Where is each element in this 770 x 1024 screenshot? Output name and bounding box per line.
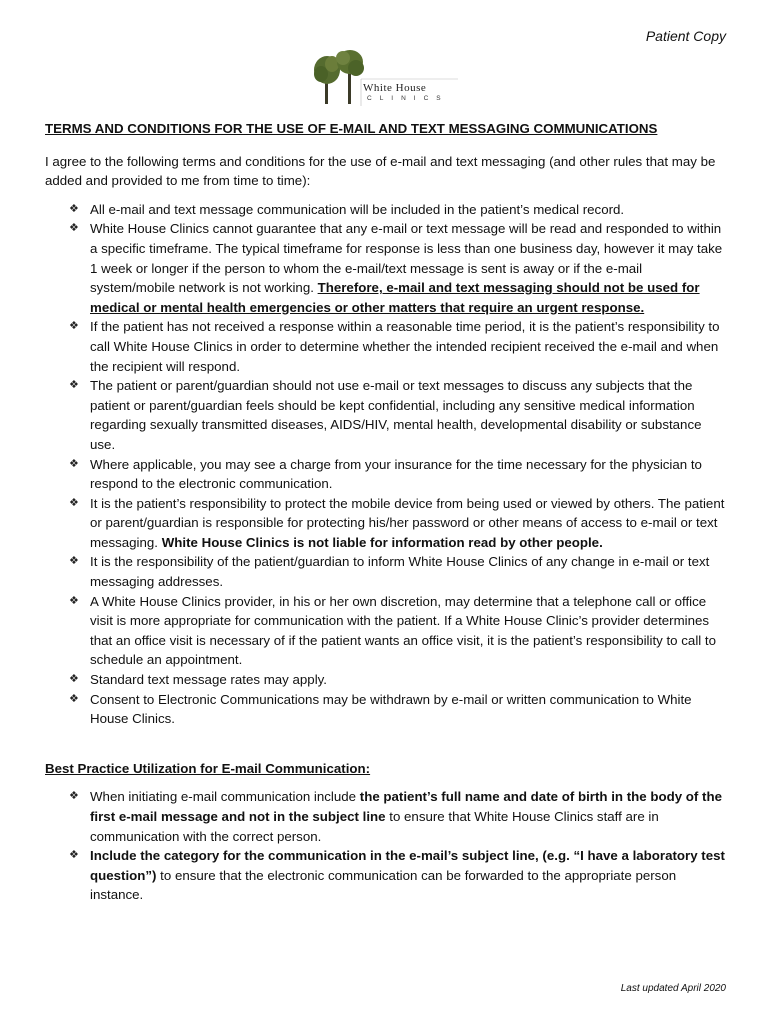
white-house-clinics-logo xyxy=(312,48,458,106)
list-item xyxy=(69,670,730,690)
item-bold: the patient’s full name and date of birth in the body of the first e-mail message and not in the subject line xyxy=(90,789,722,824)
term-text: A White House Clinics provider, in his or her own discretion, may determine that a telephone call or office visit is more appropriate for communication with the patient. If a White House Clinic’s provider determines that an office visit is necessary of if the patient wants an office visit, it is the patient’s responsibility to call to schedule an appointment. xyxy=(90,593,717,668)
term-text: It is the patient’s responsibility to protect the mobile device from being used or viewed by others. The patient or parent/guardian is responsible for protecting his/her password or other means of access to e-mail or text messaging. xyxy=(90,495,725,550)
diamond-bullet-icon: ❖ xyxy=(69,320,79,333)
document-body xyxy=(45,119,730,905)
term-text: The patient or parent/guardian should not use e-mail or text messages to discuss any subjects that the patient or parent/guardian feels should be kept confidential, including any sensitive medical information regarding sexually transmitted diseases, AIDS/HIV, mental health, developmental disability or substance use. xyxy=(90,378,702,452)
diamond-bullet-icon: ❖ xyxy=(69,673,79,686)
list-item xyxy=(69,219,730,317)
list-item xyxy=(69,552,730,591)
diamond-bullet-icon: ❖ xyxy=(69,379,79,392)
list-item xyxy=(69,592,730,670)
list-item xyxy=(69,787,730,846)
diamond-bullet-icon: ❖ xyxy=(69,692,79,705)
list-item xyxy=(69,846,730,905)
term-text: It is the responsibility of the patient/guardian to inform White House Clinics of any change in e-mail or text messaging addresses. xyxy=(90,554,710,590)
term-text: If the patient has not received a response within a reasonable time period, it is the patient’s responsibility to call White House Clinics in order to determine whether the intended recipient received the e-mail and when the recipient will respond. xyxy=(90,319,720,374)
diamond-bullet-icon: ❖ xyxy=(69,496,79,509)
list-item xyxy=(69,200,730,220)
diamond-bullet-icon: ❖ xyxy=(69,849,79,862)
terms-list xyxy=(45,200,730,729)
patient-copy-label: Patient Copy xyxy=(645,28,726,44)
item-text: When initiating e-mail communication include xyxy=(90,789,360,805)
list-item xyxy=(69,494,730,553)
term-text: Standard text message rates may apply. xyxy=(90,672,327,688)
item-bold: Include the category for the communication in the e-mail’s subject line, (e.g. “I have a laboratory test question”) xyxy=(90,848,725,883)
term-bold: White House Clinics is not liable for information read by other people. xyxy=(161,534,603,550)
term-emphasis: Therefore, e-mail and text messaging should not be used for medical or mental health emergencies or other matters that require an urgent response. xyxy=(90,280,700,315)
diamond-bullet-icon: ❖ xyxy=(69,555,79,568)
term-text: Consent to Electronic Communications may be withdrawn by e-mail or written communication to White House Clinics. xyxy=(90,691,692,727)
item-text: to ensure that the electronic communication can be forwarded to the appropriate person instance. xyxy=(90,867,677,903)
last-updated-label: Last updated April 2020 xyxy=(620,983,726,994)
intro-paragraph: I agree to the following terms and conditions for the use of e-mail and text messaging (and other rules that may be added and provided to me from time to time): xyxy=(45,153,716,189)
diamond-bullet-icon: ❖ xyxy=(69,457,79,470)
logo-line-1: White House xyxy=(363,82,427,94)
best-practice-list xyxy=(45,787,730,905)
list-item xyxy=(69,317,730,376)
term-text: Where applicable, you may see a charge from your insurance for the time necessary for the physician to respond to the electronic communication. xyxy=(90,456,702,492)
diamond-bullet-icon: ❖ xyxy=(69,202,79,215)
list-item xyxy=(69,376,730,454)
list-item xyxy=(69,690,730,729)
term-text: White House Clinics cannot guarantee that any e-mail or text message will be read and responded to within a specific timeframe. The typical timeframe for response is less than one business day, however it may take 1 week or longer if the person to whom the e-mail/text message is sent is away or if the e-mail system/mobile network is not working. xyxy=(90,221,723,296)
diamond-bullet-icon: ❖ xyxy=(69,790,79,803)
list-item xyxy=(69,455,730,494)
diamond-bullet-icon: ❖ xyxy=(69,594,79,607)
document-title: TERMS AND CONDITIONS FOR THE USE OF E-MAIL AND TEXT MESSAGING COMMUNICATIONS xyxy=(45,121,658,136)
logo-line-2: CLINICS xyxy=(367,95,449,102)
term-text: All e-mail and text message communication will be included in the patient’s medical record. xyxy=(90,201,625,217)
item-text: to ensure that White House Clinics staff are in communication with the correct person. xyxy=(90,809,659,844)
best-practice-heading: Best Practice Utilization for E-mail Communication: xyxy=(45,760,371,776)
diamond-bullet-icon: ❖ xyxy=(69,222,79,235)
